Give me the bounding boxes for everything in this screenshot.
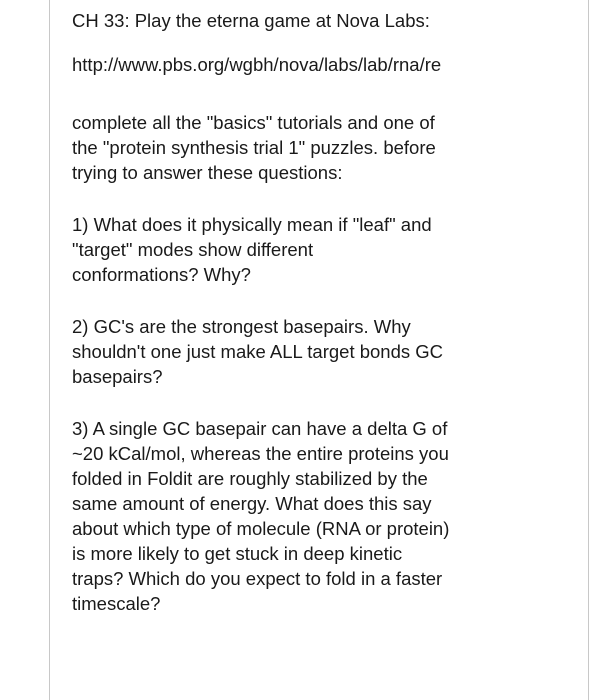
question-line: is more likely to get stuck in deep kinetic <box>72 543 403 564</box>
intro-line: complete all the "basics" tutorials and one of <box>72 112 435 133</box>
intro-paragraph <box>72 110 580 185</box>
url-link[interactable]: http://www.pbs.org/wgbh/nova/labs/lab/rna/re <box>72 54 442 75</box>
question-line: 3) A single GC basepair can have a delta G of <box>72 418 448 439</box>
question-1 <box>72 212 580 287</box>
question-line: folded in Foldit are roughly stabilized by the <box>72 468 428 489</box>
page-border-left <box>49 0 50 700</box>
document-title: CH 33: Play the eterna game at Nova Labs: <box>72 10 430 31</box>
question-line: 2) GC's are the strongest basepairs. Why <box>72 316 411 337</box>
intro-line: the "protein synthesis trial 1" puzzles. before <box>72 137 436 158</box>
question-line: same amount of energy. What does this say <box>72 493 432 514</box>
question-line: timescale? <box>72 593 161 614</box>
intro-line: trying to answer these questions: <box>72 162 343 183</box>
question-line: about which type of molecule (RNA or protein) <box>72 518 450 539</box>
question-line: 1) What does it physically mean if "leaf" and <box>72 214 432 235</box>
question-3 <box>72 416 580 616</box>
question-line: ~20 kCal/mol, whereas the entire proteins you <box>72 443 449 464</box>
document-body <box>72 8 580 643</box>
question-line: conformations? Why? <box>72 264 251 285</box>
question-line: basepairs? <box>72 366 163 387</box>
question-line: shouldn't one just make ALL target bonds GC <box>72 341 444 362</box>
question-line: "target" modes show different <box>72 239 314 260</box>
question-2 <box>72 314 580 389</box>
page-border-right <box>588 0 589 700</box>
question-line: traps? Which do you expect to fold in a faster <box>72 568 443 589</box>
